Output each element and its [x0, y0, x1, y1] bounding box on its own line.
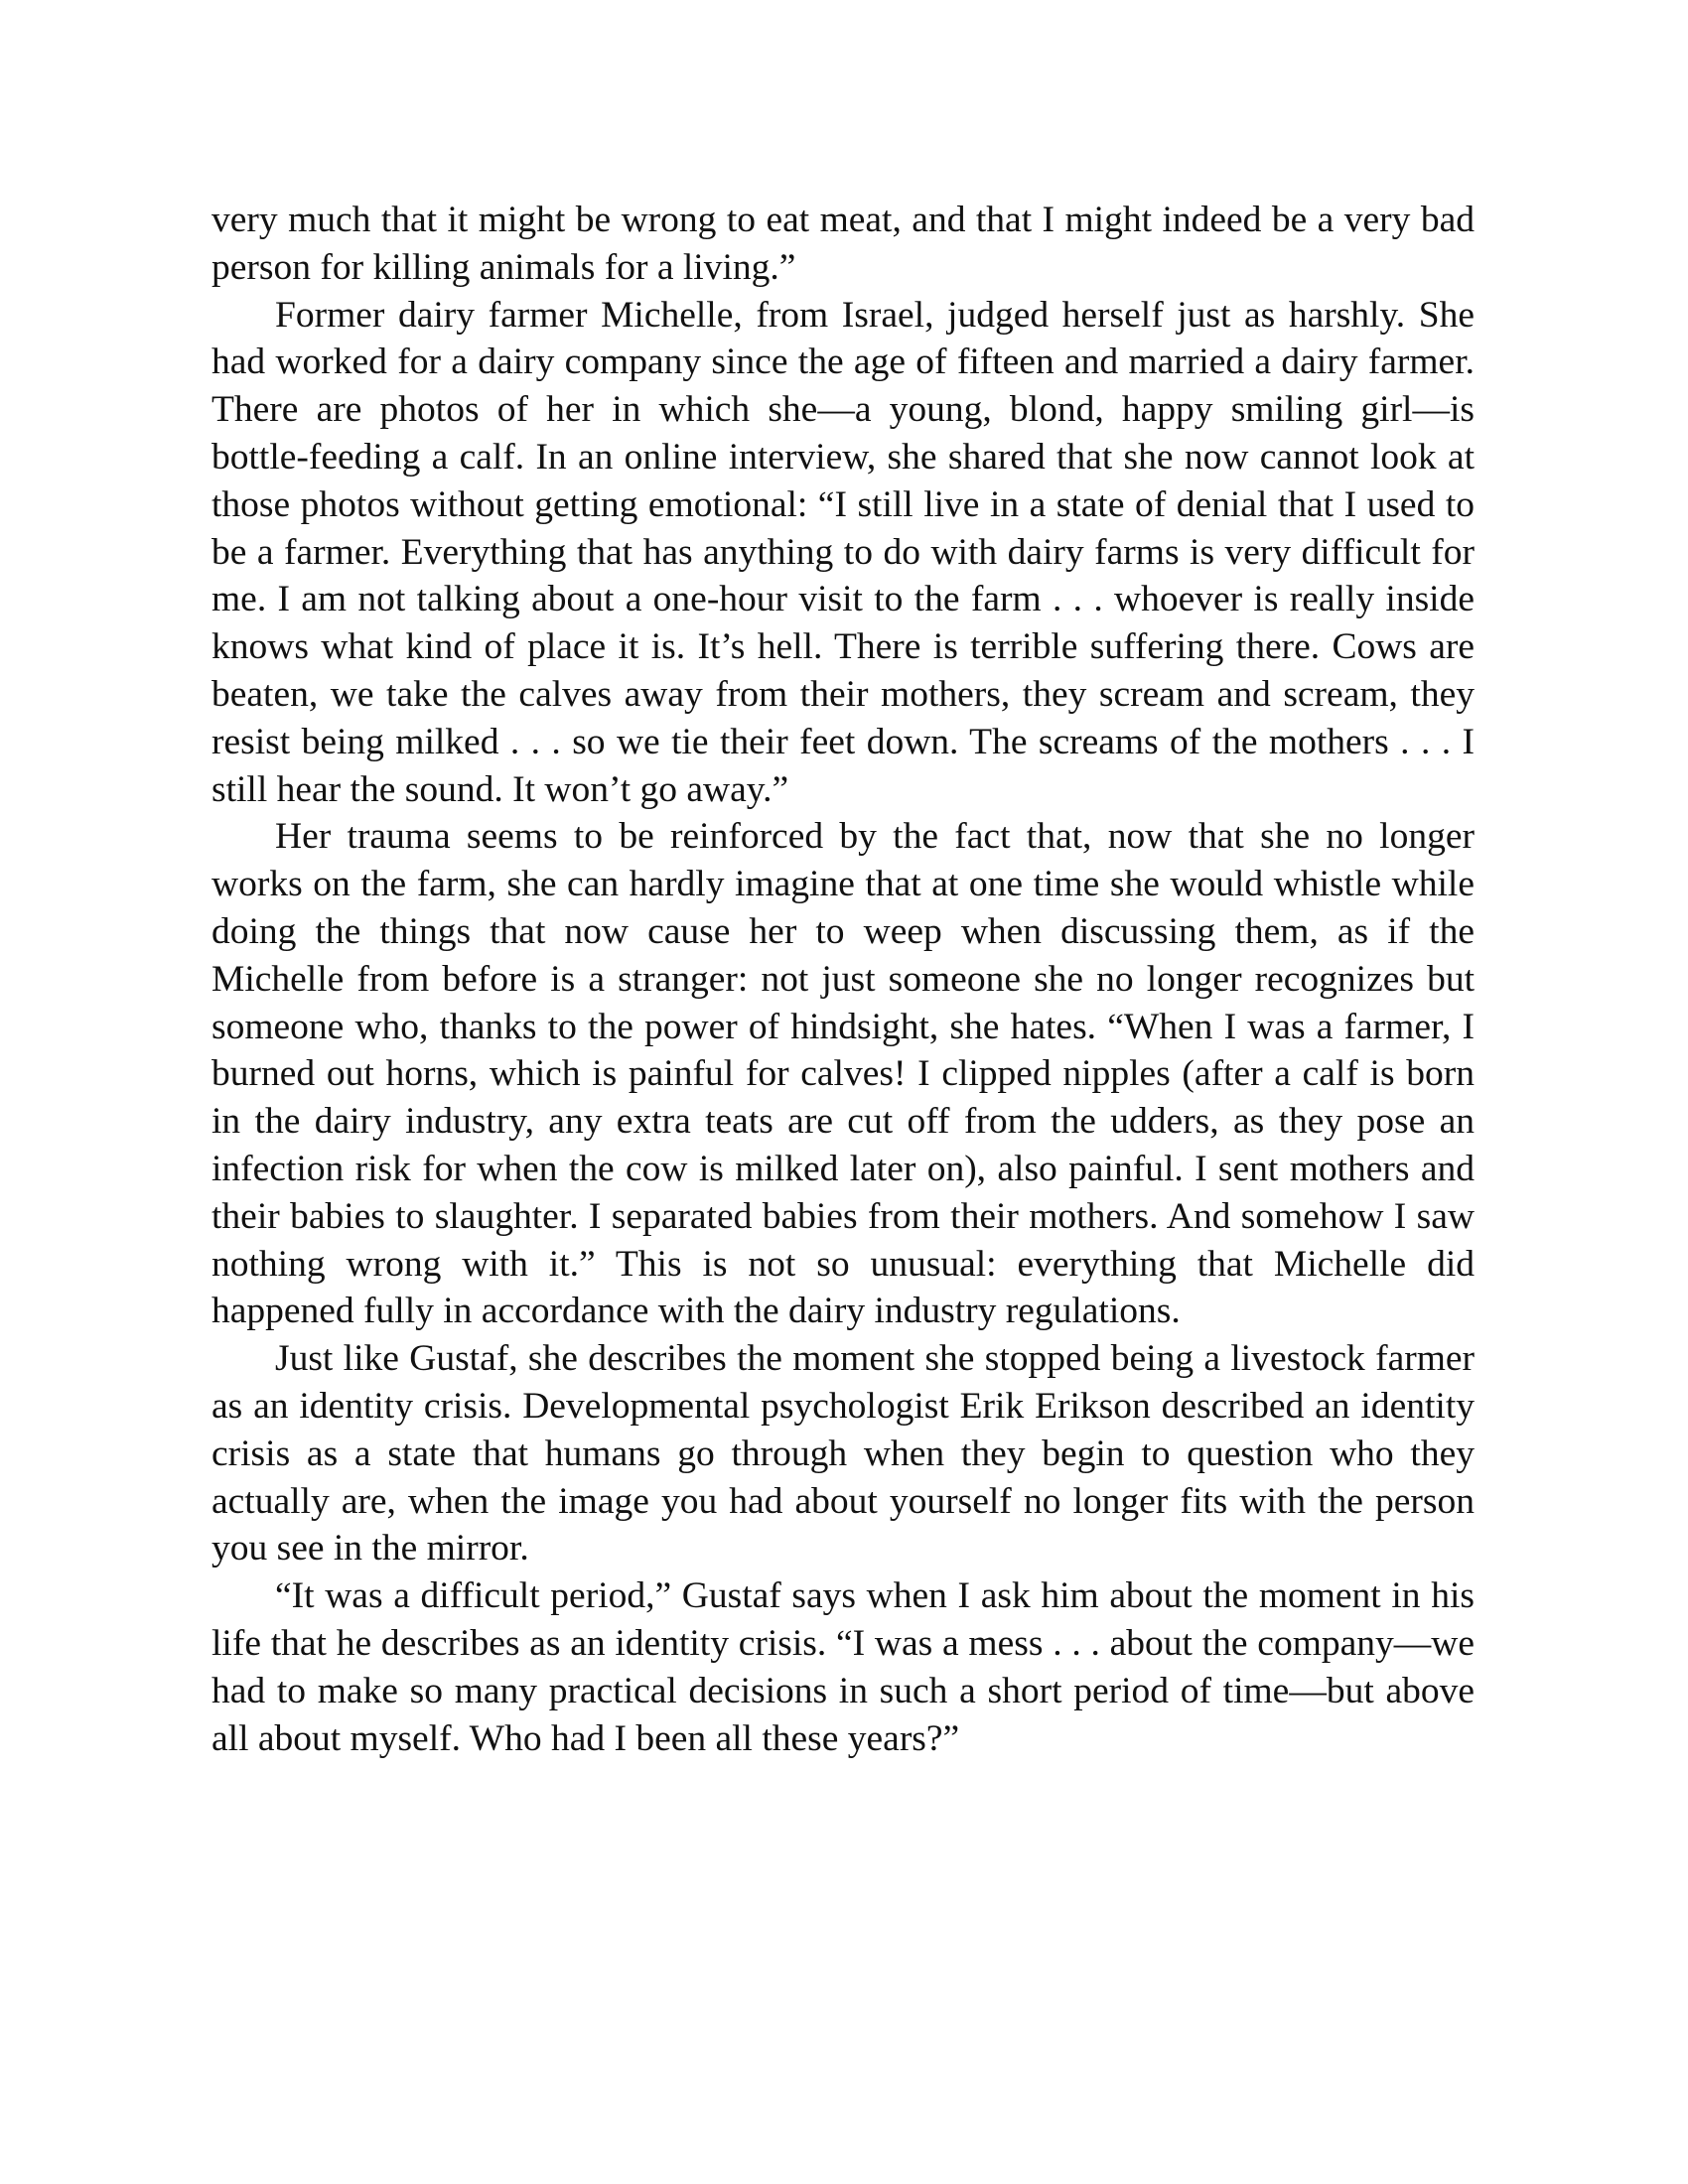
- paragraph-trauma: Her trauma seems to be reinforced by the fact that, now that she no longer works on the farm, she can hardly imagine that at one time she would whistle while doing the things that now cause her to weep when discussing them, as if the Michelle from before is a stranger: not just someone she no longer recognizes but someone who, thanks to the power of hindsight, she hates. “When I was a farmer, I burned out horns, which is painful for calves! I clipped nipples (after a calf is born in the dairy industry, any extra teats are cut off from the udders, as they pose an infection risk for when the cow is milked later on), also painful. I sent mothers and their babies to slaughter. I separated babies from their mothers. And somehow I saw nothing wrong with it.” This is not so unusual: everything that Michelle did happened fully in accordance with the dairy industry regulations.: [211, 816, 1475, 1332]
- page-body: [211, 197, 1475, 1762]
- paragraph-michelle-intro: Former dairy farmer Michelle, from Israel, judged herself just as harshly. She had worked for a dairy company since the age of fifteen and married a dairy farmer. There are photos of her in which she—a young, blond, happy smiling girl—is bottle-feeding a calf. In an online interview, she shared that she now cannot look at those photos without getting emotional: “I still live in a state of denial that I used to be a farmer. Everything that has anything to do with dairy farms is very difficult for me. I am not talking about a one-hour visit to the farm . . . whoever is really inside knows what kind of place it is. It’s hell. There is terrible suffering there. Cows are beaten, we take the calves away from their mothers, they scream and scream, they resist being milked . . . so we tie their feet down. The screams of the mothers . . . I still hear the sound. It won’t go away.”: [211, 294, 1475, 810]
- paragraph-identity-crisis: Just like Gustaf, she describes the moment she stopped being a livestock farmer as an identity crisis. Developmental psychologist Erik Erikson described an identity crisis as a state that humans go through when they begin to question who they actually are, when the image you had about yourself no longer fits with the person you see in the mirror.: [211, 1338, 1475, 1570]
- paragraph-continuation: very much that it might be wrong to eat meat, and that I might indeed be a very bad person for killing animals for a living.”: [211, 200, 1475, 288]
- paragraph-gustaf-quote: “It was a difficult period,” Gustaf says when I ask him about the moment in his life that he describes as an identity crisis. “I was a mess . . . about the company—we had to make so many practical decisions in such a short period of time—but above all about myself. Who had I been all these years?”: [211, 1575, 1475, 1759]
